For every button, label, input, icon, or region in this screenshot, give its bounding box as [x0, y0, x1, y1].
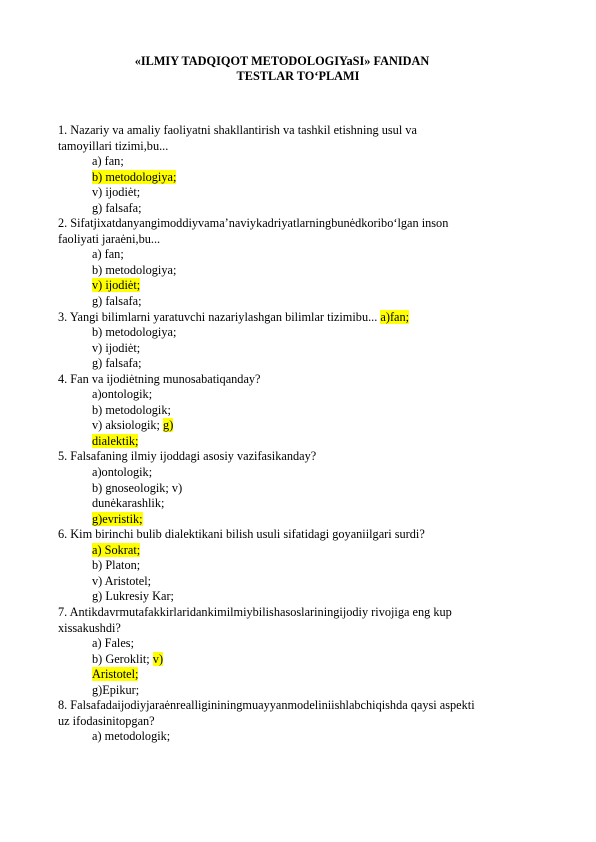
line-text: b) Geroklit; [92, 651, 153, 666]
answer-option [58, 589, 548, 605]
line-text: a) Fales; [92, 636, 135, 651]
line-text: g) falsafa; [92, 200, 142, 215]
line-text: b) gnoseologik; v) [92, 480, 183, 495]
question-line [58, 698, 548, 714]
answer-option [58, 543, 548, 559]
highlighted-answer: g) [163, 418, 174, 433]
line-text: 1. Nazariy va amaliy faoliyatni shakllantirish va tashkil etishning usul va [58, 123, 417, 137]
line-text: v) ijodiėt; [92, 340, 141, 355]
line-text: 7. Antikdavrmutafakkirlaridankimilmiybilishasoslariningijodiy rivojiga eng kup [58, 604, 452, 619]
answer-option [58, 574, 548, 590]
line-text: b) Platon; [92, 558, 141, 573]
answer-option [58, 512, 548, 528]
question-line [58, 139, 548, 155]
highlighted-answer: Aristotel; [92, 667, 139, 682]
highlighted-answer: b) metodologiya; [92, 169, 177, 184]
line-text: a)ontologik; [92, 387, 153, 402]
question-line [58, 232, 548, 248]
answer-option [58, 481, 548, 497]
question-line [58, 714, 548, 730]
line-text: a) metodologik; [92, 729, 171, 744]
line-text: 6. Kim birinchi bulib dialektikani bilish usuli sifatidagi goyaniilgari surdi? [58, 527, 425, 542]
line-text: faoliyati jaraėni,bu... [58, 231, 161, 246]
answer-option [58, 294, 548, 310]
document-title-line1: «ILMIY TADQIQOT METODOLOGIYaSI» FANIDAN [134, 54, 430, 68]
test-questions-list [58, 123, 548, 745]
line-text: v) ijodiėt; [92, 185, 141, 200]
question-line [58, 449, 548, 465]
question-line [58, 527, 548, 543]
answer-option [58, 683, 548, 699]
answer-option [58, 465, 548, 481]
line-text: b) metodologiya; [92, 262, 177, 277]
line-text: 2. Sifatjixatdanyangimoddiyvama’naviykadriyatlarningbunėdkoribo‘lgan inson [58, 216, 449, 231]
answer-option [58, 636, 548, 652]
answer-option [58, 496, 548, 512]
question-line [58, 310, 548, 326]
line-text: g) Lukresiy Kar; [92, 589, 174, 604]
answer-option [58, 170, 548, 186]
answer-option [58, 434, 548, 450]
answer-option [58, 729, 548, 745]
line-text: a)ontologik; [92, 465, 153, 480]
question-line [58, 621, 548, 637]
answer-option [58, 387, 548, 403]
answer-option [58, 263, 548, 279]
line-text: 5. Falsafaning ilmiy ijoddagi asosiy vazifasikanday? [58, 449, 317, 464]
question-line [58, 216, 548, 232]
line-text: g) falsafa; [92, 294, 142, 309]
line-text: v) Aristotel; [92, 573, 152, 588]
question-line [58, 605, 548, 621]
answer-option [58, 341, 548, 357]
line-text: 3. Yangi bilimlarni yaratuvchi nazariylashgan bilimlar tizimibu... [58, 309, 381, 324]
answer-option [58, 403, 548, 419]
line-text: 8. Falsafadaijodiyjaraėnrealligininingmuayyanmodeliniishlabchiqishda qaysi aspekti [58, 698, 475, 713]
answer-option [58, 652, 548, 668]
answer-option [58, 418, 548, 434]
answer-option [58, 154, 548, 170]
line-text: g) falsafa; [92, 356, 142, 371]
answer-option [58, 558, 548, 574]
highlighted-answer: v) [152, 651, 164, 666]
highlighted-answer: a)fan; [380, 309, 410, 324]
line-text: xissakushdi? [58, 620, 121, 635]
answer-option [58, 325, 548, 341]
line-text: v) aksiologik; [92, 418, 164, 433]
line-text: b) metodologiya; [92, 325, 177, 340]
answer-option [58, 185, 548, 201]
line-text: dunėkarashlik; [92, 496, 165, 511]
line-text: uz ifodasinitopgan? [58, 713, 155, 728]
highlighted-answer: g)evristik; [92, 511, 143, 526]
answer-option [58, 356, 548, 372]
question-line [58, 123, 548, 139]
line-text: a) fan; [92, 154, 124, 169]
answer-option [58, 278, 548, 294]
answer-option [58, 247, 548, 263]
document-title-line2: TESTLAR TO‘PLAMI [236, 69, 360, 83]
line-text: b) metodologik; [92, 402, 171, 417]
highlighted-answer: dialektik; [92, 433, 139, 448]
highlighted-answer: v) ijodiėt; [92, 278, 141, 293]
line-text: tamoyillari tizimi,bu... [58, 138, 169, 153]
highlighted-answer: a) Sokrat; [92, 542, 141, 557]
line-text: 4. Fan va ijodiėtning munosabatiqanday? [58, 371, 261, 386]
line-text: g)Epikur; [92, 682, 140, 697]
line-text: a) fan; [92, 247, 124, 262]
answer-option [58, 667, 548, 683]
question-line [58, 372, 548, 388]
answer-option [58, 201, 548, 217]
